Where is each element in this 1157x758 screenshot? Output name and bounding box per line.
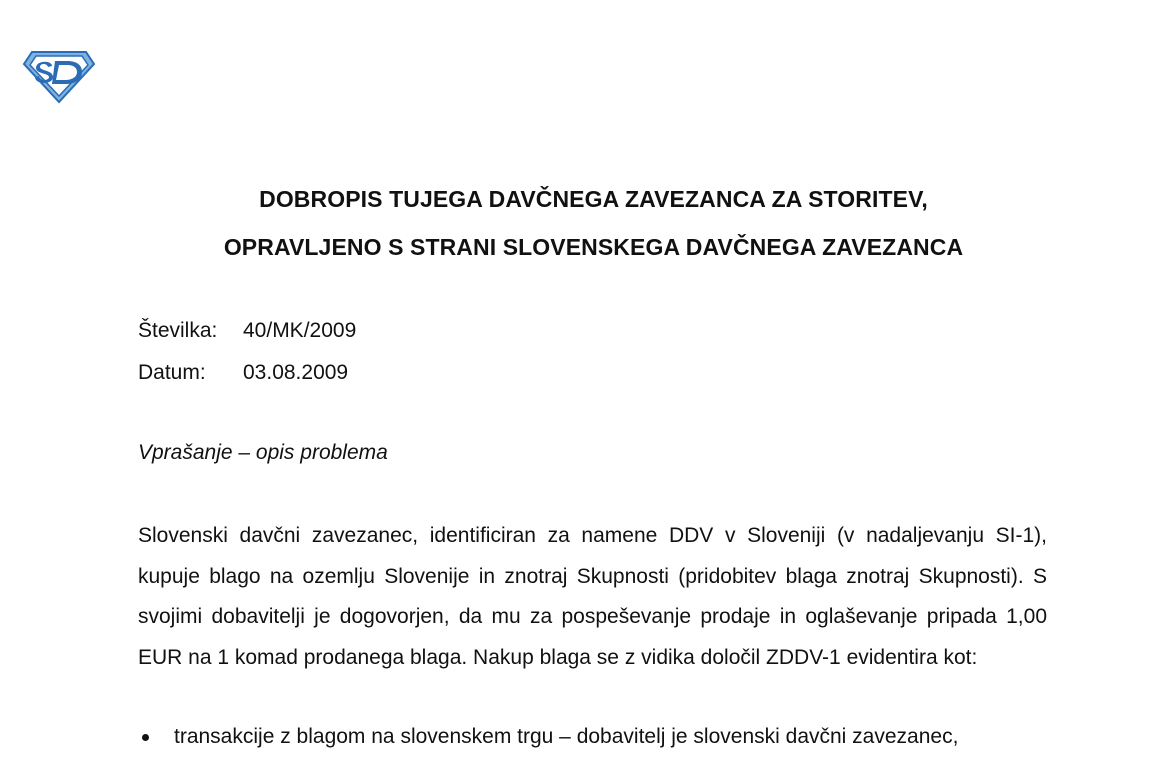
bullet-list bbox=[138, 717, 1047, 758]
bullet-item: transakcije z blagom na slovenskem trgu – dobavitelj je slovenski davčni zavezanec, bbox=[138, 717, 1047, 758]
document-title-line-1: DOBROPIS TUJEGA DAVČNEGA ZAVEZANCA ZA STORITEV, bbox=[259, 186, 928, 212]
section-heading: Vprašanje – opis problema bbox=[138, 441, 388, 464]
number-row bbox=[138, 319, 356, 343]
body-paragraph: Slovenski davčni zavezanec, identificiran za namene DDV v Sloveniji (v nadaljevanju SI-1), kupuje blago na ozemlju Slovenije in znotraj Skupnosti (pridobitev blaga znotraj Skupnosti). S svojimi dobavitelji je dogovorjen, da mu za pospeševanje prodaje in oglaševanje pripada 1,00 EUR na 1 komad prodanega blaga. Nakup blaga se z vidika določil ZDDV-1 evidentira kot: bbox=[138, 524, 1047, 669]
date-value: 03.08.2009 bbox=[243, 361, 349, 384]
date-row bbox=[138, 361, 348, 385]
document-title-line-2: OPRAVLJENO S STRANI SLOVENSKEGA DAVČNEGA ZAVEZANCA bbox=[223, 234, 964, 260]
number-label: Številka: bbox=[138, 319, 218, 342]
company-logo bbox=[22, 48, 96, 104]
sd-shield-logo-icon bbox=[22, 48, 96, 104]
date-label: Datum: bbox=[138, 361, 206, 384]
number-value: 40/MK/2009 bbox=[243, 319, 357, 342]
